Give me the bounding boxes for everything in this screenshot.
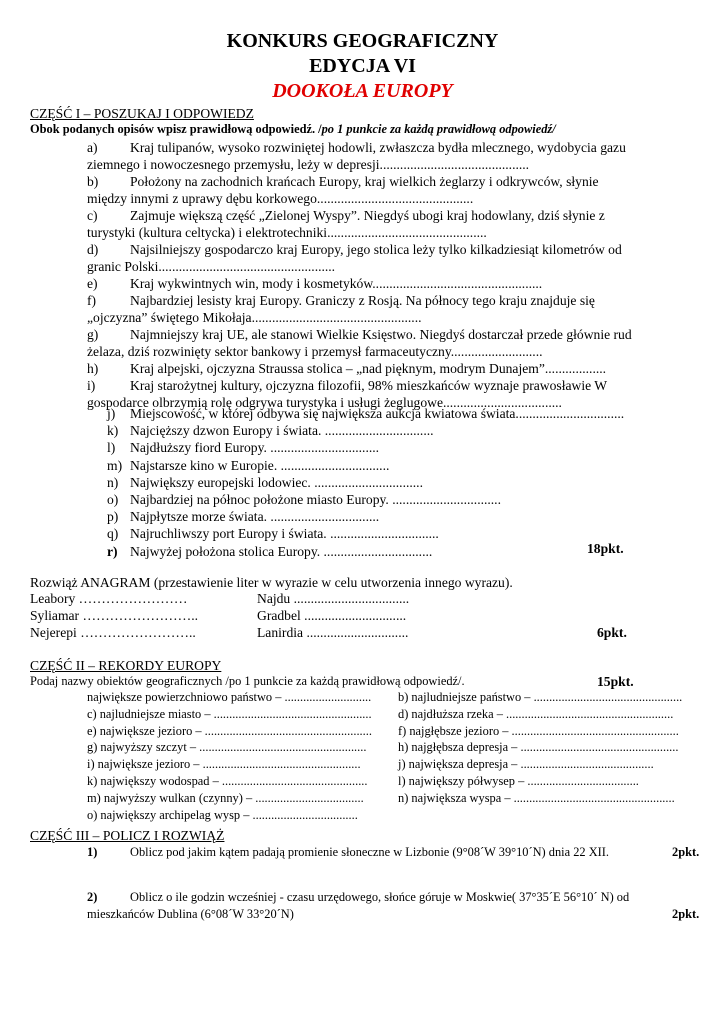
part2-instruction: Podaj nazwy obiektów geograficznych /po 1 punkcie za każdą prawidłową odpowiedź/.: [30, 674, 465, 688]
question-marker: e): [87, 276, 98, 291]
question-text: Największy europejski lodowiec. ................................: [130, 474, 423, 490]
part1-instruction-bold: Obok podanych opisów wpisz prawidłową odpowiedź. /: [30, 122, 322, 136]
question-text: Najpłytsze morze świata. ................................: [130, 509, 380, 525]
question-marker: o): [107, 492, 119, 507]
anagram-item: Lanirdia ..............................: [257, 625, 409, 640]
question-text: Kraj alpejski, ojczyzna Straussa stolica – „nad pięknym, modrym Dunajem”..................: [130, 361, 607, 376]
question-text: Miejscowość, w której odbywa się największa aukcja kwiatowa świata................................: [130, 406, 625, 421]
question-marker: b): [87, 174, 99, 189]
question-text: Najbardziej lesisty kraj Europy. Graniczy z Rosją. Na północy tego kraju znajduje się: [130, 293, 595, 308]
anagram-item: Syliamar ……………………..: [30, 608, 199, 623]
record-item: c) najludniejsze miasto – ...................................................: [87, 706, 372, 721]
part1-instruction: [30, 121, 556, 138]
part3-heading: CZĘŚĆ III – POLICZ I ROZWIĄŻ: [30, 828, 225, 843]
question-marker: l): [107, 440, 116, 456]
part1-heading: CZĘŚĆ I – POSZUKAJ I ODPOWIEDZ: [30, 106, 254, 121]
record-item: o) największy archipelag wysp – ..................................: [87, 807, 358, 822]
contest-title: KONKURS GEOGRAFICZNY: [226, 30, 499, 52]
question-text: Najwyżej położona stolica Europy. ................................: [130, 543, 433, 559]
anagram-intro: Rozwiąż ANAGRAM (przestawienie liter w wyrazie w celu utworzenia innego wyrazu).: [30, 575, 513, 590]
question-text-continued: żelaza, dziś rozwinięty sektor bankowy i przemysł farmaceutyczny...........................: [87, 344, 543, 359]
question-text-continued: „ojczyzna” świętego Mikołaja..................................................: [87, 310, 422, 325]
anagram-item: Leabory ……………………: [30, 591, 188, 606]
anagram-item: Gradbel ..............................: [257, 608, 407, 623]
question1-number: 1): [87, 845, 98, 859]
question-text: Kraj tulipanów, wysoko rozwiniętej hodowli, zwłaszcza bydła mlecznego, wydobycia gazu: [130, 140, 626, 155]
question-marker: m): [107, 457, 123, 473]
question-marker: n): [107, 474, 119, 490]
question-text-continued: turystyki (kultura celtycka) i elektrotechniki...............................................: [87, 225, 487, 240]
record-item: h) najgłębsza depresja – ...................................................: [398, 740, 679, 755]
record-item: k) największy wodospad – ...............................................: [87, 774, 368, 788]
question-text: Kraj starożytnej kultury, ojczyzna filozofii, 98% mieszkańców wyznaje prawosławie W: [130, 378, 608, 393]
record-item: b) najludniejsze państwo – ................................................: [398, 690, 683, 704]
question-text: Najruchliwszy port Europy i świata. ................................: [130, 526, 439, 542]
record-item: l) największy półwysep – ....................................: [398, 774, 639, 788]
question-text: Najsilniejszy gospodarczo kraj Europy, jego stolica leży tylko kilkadziesiąt kilometrów od: [130, 242, 622, 257]
question-text: Najstarsze kino w Europie. ................................: [130, 457, 390, 473]
record-item: n) największa wyspa – ....................................................: [398, 790, 675, 805]
edition-title: EDYCJA VI: [309, 55, 416, 77]
question-text: Najdłuższy fiord Europy. ................................: [130, 440, 380, 456]
question-marker: h): [87, 361, 99, 376]
record-item: j) największa depresja – ...........................................: [398, 757, 654, 772]
question-text-continued: między innymi z uprawy dębu korkowego..............................................: [87, 191, 474, 206]
question-text: Najcięższy dzwon Europy i świata. ................................: [130, 423, 434, 439]
part1-instruction-italic: po 1 punkcie za każdą prawidłową odpowiedź/: [321, 122, 556, 136]
question-text: Najmniejszy kraj UE, ale stanowi Wielkie Księstwo. Niegdyś dostarczał przede głównie rud: [130, 327, 632, 342]
contest-subtitle: DOOKOŁA EUROPY: [272, 80, 453, 102]
question2-number: 2): [87, 890, 98, 904]
record-item: i) największe jezioro – ...................................................: [87, 757, 361, 772]
question-marker: a): [87, 140, 98, 155]
record-item: f) najgłębsze jezioro – ......................................................: [398, 723, 679, 738]
question-text: Położony na zachodnich krańcach Europy, kraj wielkich żeglarzy i odkrywców, słynie: [130, 174, 599, 189]
question-text-continued: granic Polski....................................................: [87, 259, 336, 274]
question-marker: r): [107, 543, 118, 559]
question-marker: c): [87, 208, 98, 223]
question-text: Zajmuje większą część „Zielonej Wyspy”. Niegdyś ubogi kraj hodowlany, dziś słynie z: [130, 208, 605, 223]
part2-heading: CZĘŚĆ II – REKORDY EUROPY: [30, 658, 222, 673]
question2-text-line2: mieszkańców Dublina (6°08´W 33°20´N): [87, 907, 294, 921]
question2-points: 2pkt.: [672, 907, 700, 921]
anagram-item: Nejerepi ……………………..: [30, 625, 196, 640]
record-item: d) najdłuższa rzeka – ......................................................: [398, 706, 674, 721]
record-item: największe powierzchniowo państwo – ............................: [87, 690, 372, 704]
question-marker: q): [107, 526, 119, 542]
question-text-continued: ziemnego i nowoczesnego przemysłu, leży w depresji............................................: [87, 157, 530, 172]
record-item: m) najwyższy wulkan (czynny) – ...................................: [87, 790, 364, 805]
question-marker: p): [107, 509, 119, 525]
anagram-points: 6pkt.: [597, 625, 627, 640]
question-marker: d): [87, 242, 99, 257]
question-marker: i): [87, 378, 96, 393]
part1-points: 18pkt.: [587, 541, 624, 556]
part2-points: 15pkt.: [597, 674, 634, 689]
question1-text: Oblicz pod jakim kątem padają promienie słoneczne w Lizbonie (9°08´W 39°10´N) dnia 22 XII.: [130, 845, 609, 859]
anagram-item: Najdu ..................................: [257, 591, 410, 606]
question2-text-line1: Oblicz o ile godzin wcześniej - czasu urzędowego, słońce góruje w Moskwie( 37°35´E 56°10´ N) od: [130, 890, 630, 904]
record-item: g) najwyższy szczyt – ......................................................: [87, 740, 367, 755]
question-text-continued: gospodarce olbrzymią rolę odgrywa turystyka i usługi żeglugowe...................................: [87, 395, 562, 410]
question1-points: 2pkt.: [672, 845, 700, 859]
question-marker: k): [107, 423, 119, 439]
question-text: Najbardziej na północ położone miasto Europy. ................................: [130, 492, 501, 507]
record-item: e) największe jezioro – ......................................................: [87, 723, 372, 738]
question-marker: g): [87, 327, 99, 342]
question-marker: f): [87, 293, 97, 308]
question-marker: j): [107, 406, 116, 421]
question-text: Kraj wykwintnych win, mody i kosmetyków..................................................: [130, 276, 543, 291]
